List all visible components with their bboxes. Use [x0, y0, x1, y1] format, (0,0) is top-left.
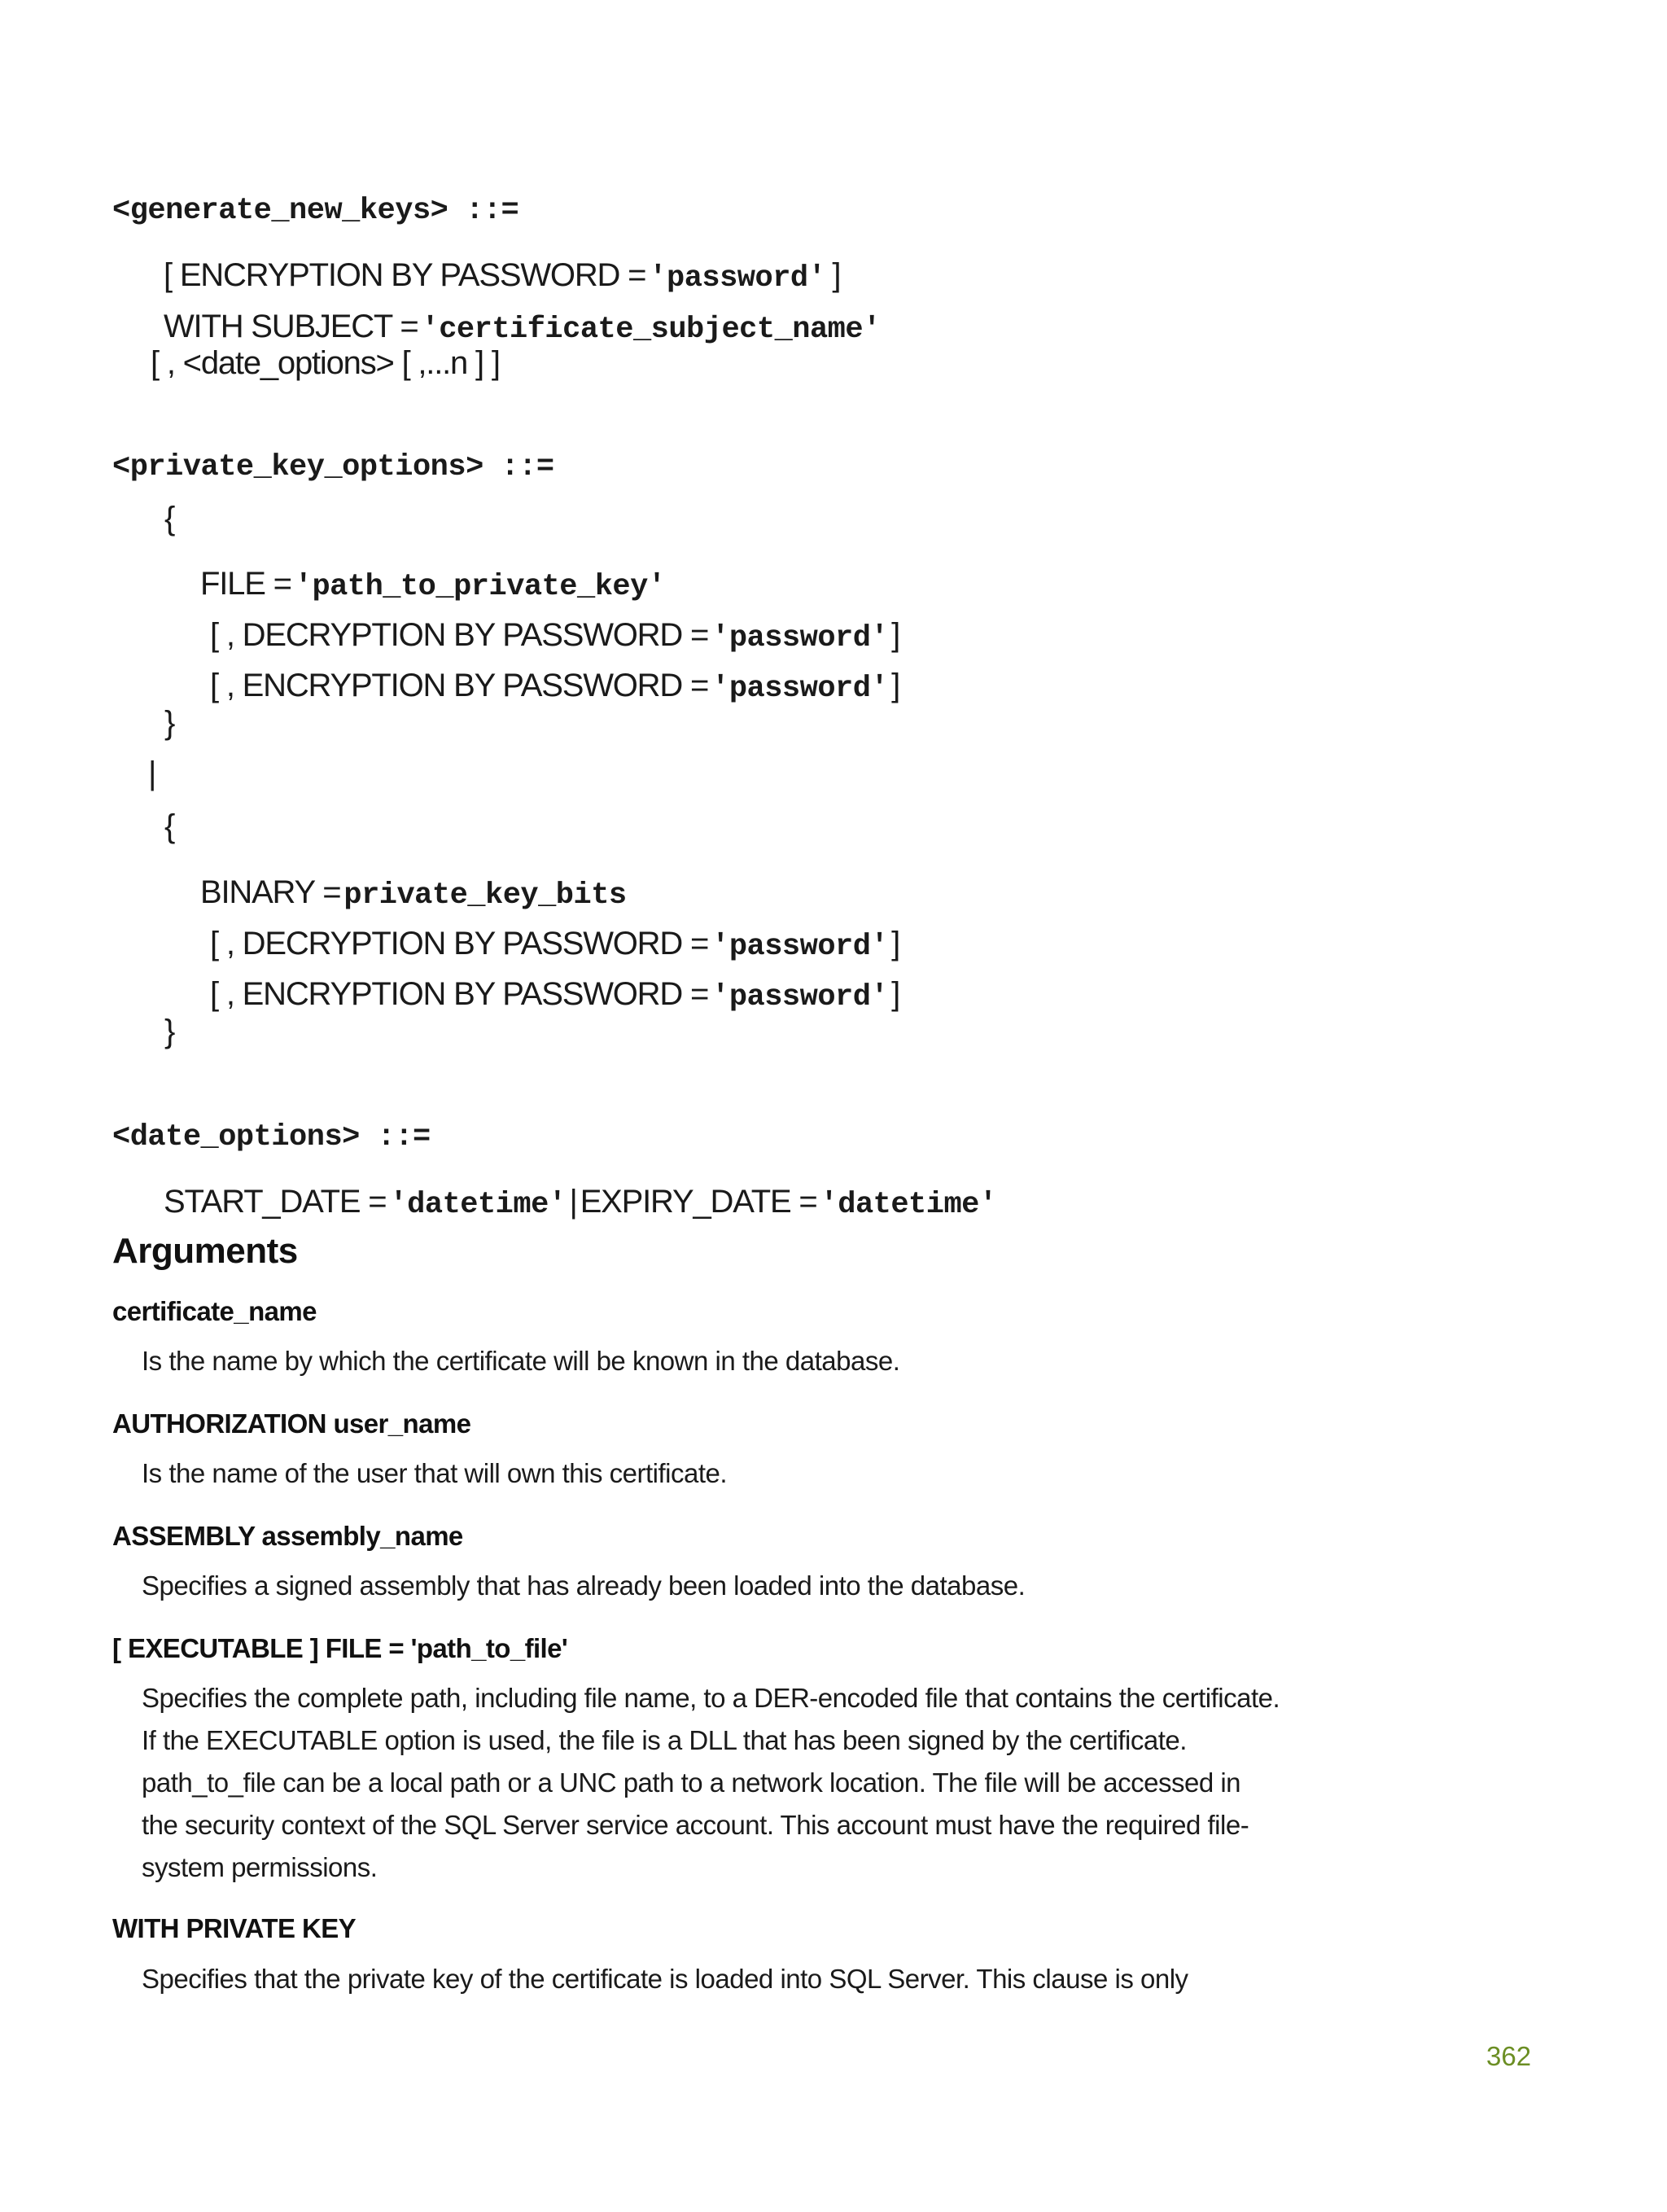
syntax-value: 'certificate_subject_name'	[421, 313, 881, 347]
syntax-bracket: ]	[891, 668, 900, 703]
argument-description: Specifies the complete path, including file name, to a DER-encoded file that contains the certificate. If the EXECUTABLE option is used, the file is a DLL that has been signed by the certificate. path_to_file can be a local path or a UNC path to a network location. The file will be accessed in the security context of the SQL Server service account. This account must have the required file-system permissions.	[142, 1683, 1280, 1882]
argument-description: Specifies that the private key of the certificate is loaded into SQL Server. This clause is only	[142, 1964, 1188, 1994]
syntax-value: 'password'	[711, 672, 889, 706]
syntax-bracket: ]	[891, 976, 900, 1012]
syntax-value: 'datetime'	[389, 1188, 567, 1222]
syntax-keyword: [ ENCRYPTION BY PASSWORD =	[164, 257, 646, 293]
private-key-options-header: <private_key_options> ::=	[112, 450, 554, 484]
argument-description: Is the name of the user that will own this certificate.	[142, 1458, 728, 1488]
syntax-keyword: [ , DECRYPTION BY PASSWORD =	[210, 926, 709, 961]
argument-term: ASSEMBLY assembly_name	[112, 1521, 463, 1551]
arguments-heading: Arguments	[112, 1231, 298, 1271]
argument-description: Specifies a signed assembly that has already been loaded into the database.	[142, 1570, 1026, 1601]
close-brace: }	[164, 705, 175, 741]
syntax-bracket: ]	[891, 926, 900, 961]
syntax-keyword: [ , DECRYPTION BY PASSWORD =	[210, 617, 709, 653]
argument-term: AUTHORIZATION user_name	[112, 1408, 471, 1439]
syntax-keyword: [ , ENCRYPTION BY PASSWORD =	[210, 668, 709, 703]
syntax-bracket: ]	[832, 257, 841, 293]
syntax-value: 'password'	[711, 980, 889, 1014]
syntax-keyword: [ , ENCRYPTION BY PASSWORD =	[210, 976, 709, 1012]
open-brace: {	[164, 808, 175, 844]
syntax-keyword: EXPIRY_DATE =	[580, 1184, 817, 1220]
open-brace: {	[164, 501, 175, 537]
pipe-separator: |	[569, 1184, 577, 1220]
syntax-keyword: START_DATE =	[164, 1184, 387, 1220]
syntax-value: 'datetime'	[820, 1188, 997, 1222]
argument-term: [ EXECUTABLE ] FILE = 'path_to_file'	[112, 1633, 568, 1663]
syntax-value: 'password'	[649, 261, 826, 296]
syntax-bracket: ]	[891, 617, 900, 653]
syntax-keyword: WITH SUBJECT =	[164, 309, 418, 344]
syntax-keyword: FILE =	[200, 566, 291, 602]
generate-new-keys-header: <generate_new_keys> ::=	[112, 194, 519, 228]
date-options-line	[151, 1169, 997, 1237]
close-brace: }	[164, 1014, 175, 1049]
encryption-line-1	[197, 653, 899, 721]
syntax-value: private_key_bits	[343, 878, 627, 913]
encryption-line-2	[197, 961, 899, 1029]
argument-description: Is the name by which the certificate will be known in the database.	[142, 1346, 900, 1376]
pipe-separator: |	[148, 756, 156, 791]
argument-term: certificate_name	[112, 1296, 317, 1326]
argument-term: WITH PRIVATE KEY	[112, 1913, 357, 1943]
syntax-value: 'path_to_private_key'	[294, 570, 666, 604]
syntax-keyword: BINARY =	[200, 874, 341, 910]
generate-line-date-options: [ , <date_options> [ ,...n ] ]	[151, 345, 500, 381]
date-options-header: <date_options> ::=	[112, 1120, 431, 1154]
syntax-value: 'password'	[711, 930, 889, 964]
syntax-value: 'password'	[711, 621, 889, 655]
page-number: 362	[1486, 2041, 1532, 2071]
